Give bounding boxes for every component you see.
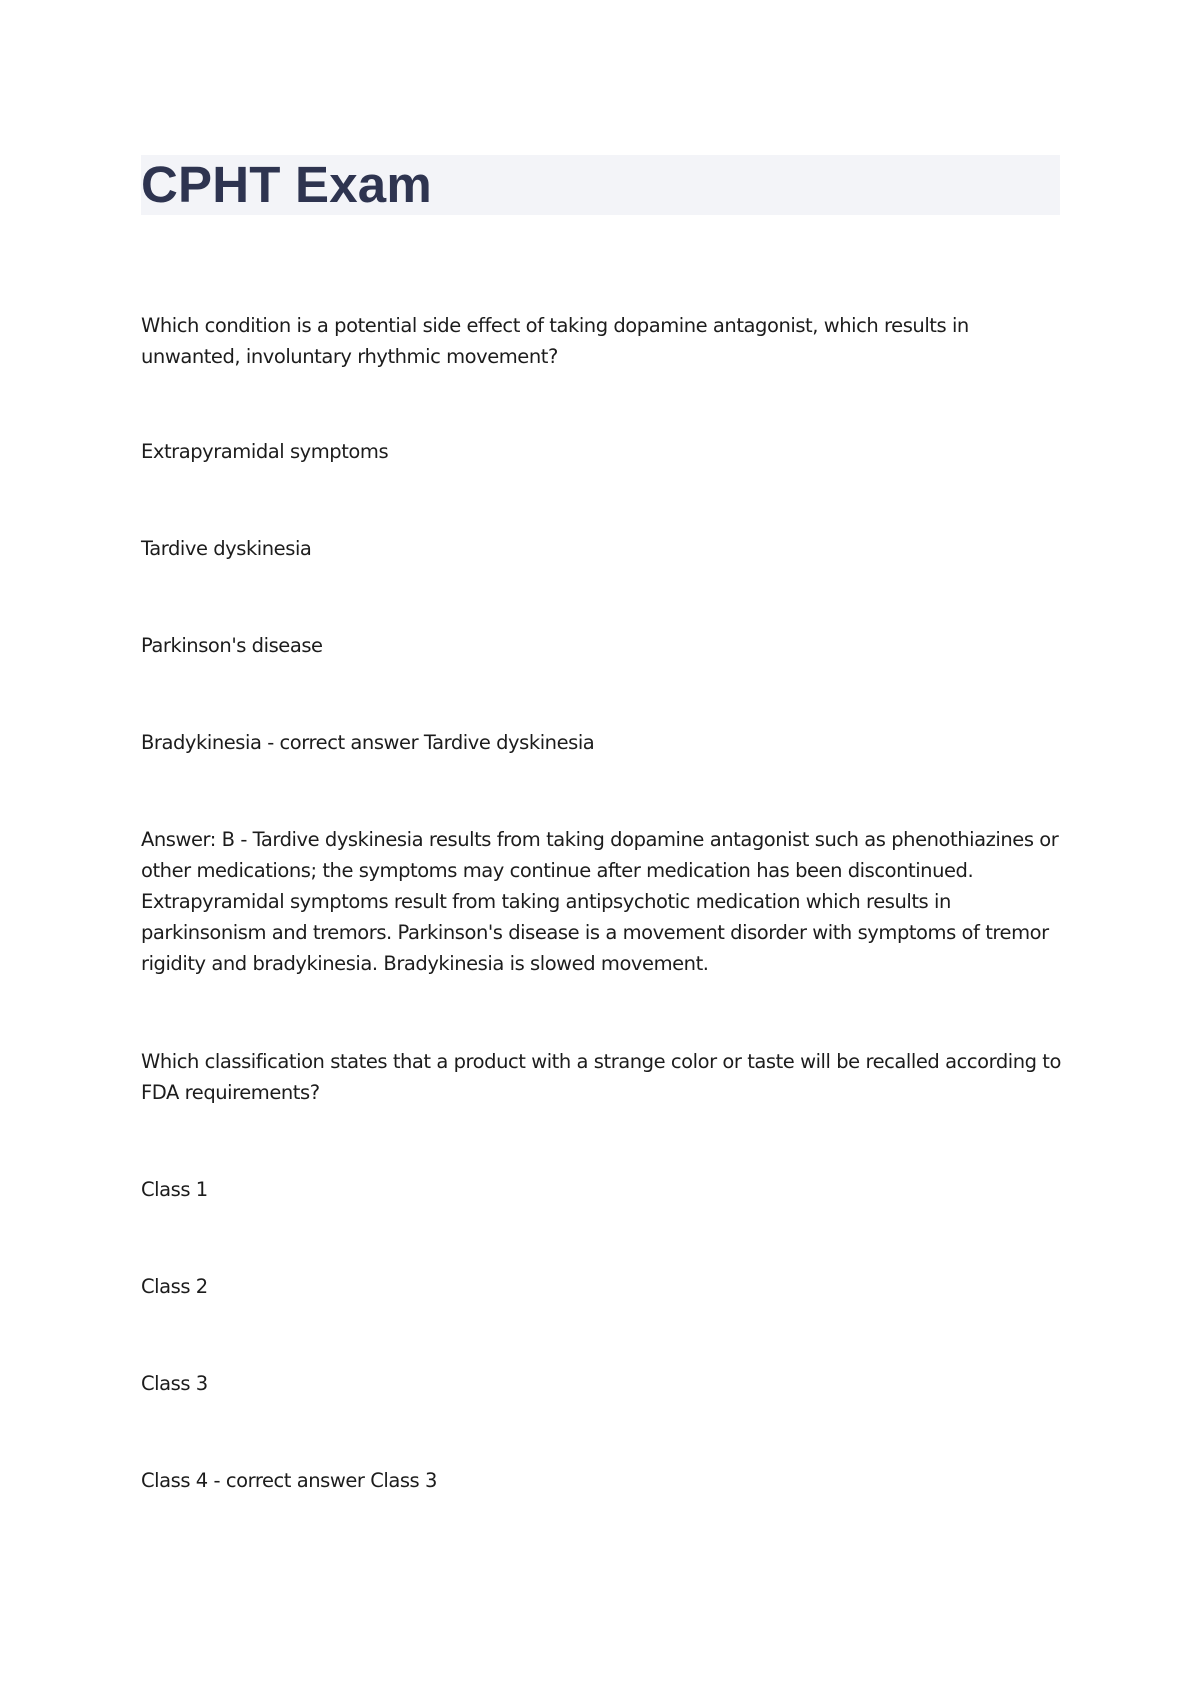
question-1-option-3: Parkinson's disease [141,634,323,657]
question-1-option-4-with-answer: Bradykinesia - correct answer Tardive dyskinesia [141,731,595,754]
question-2-option-2: Class 2 [141,1275,208,1298]
document-title: CPHT Exam [141,156,432,213]
question-1-text: Which condition is a potential side effect of taking dopamine antagonist, which results in unwanted, involuntary rhythmic movement? [141,314,969,368]
question-2-option-4-with-answer: Class 4 - correct answer Class 3 [141,1469,437,1492]
question-2-option-3: Class 3 [141,1372,208,1395]
question-2-text: Which classification states that a product with a strange color or taste will be recalled according to FDA requirements? [141,1050,1061,1104]
question-1-explanation: Answer: B - Tardive dyskinesia results from taking dopamine antagonist such as phenothiazines or other medications; the symptoms may continue after medication has been discontinued. Extrapyramidal symptoms result from taking antipsychotic medication which results in parkinsonism and tremors. Parkinson's disease is a movement disorder with symptoms of tremor rigidity and bradykinesia. Bradykinesia is slowed movement. [141,828,1059,975]
question-1-option-1: Extrapyramidal symptoms [141,440,389,463]
question-2-option-1: Class 1 [141,1178,208,1201]
question-1-option-2: Tardive dyskinesia [141,537,312,560]
